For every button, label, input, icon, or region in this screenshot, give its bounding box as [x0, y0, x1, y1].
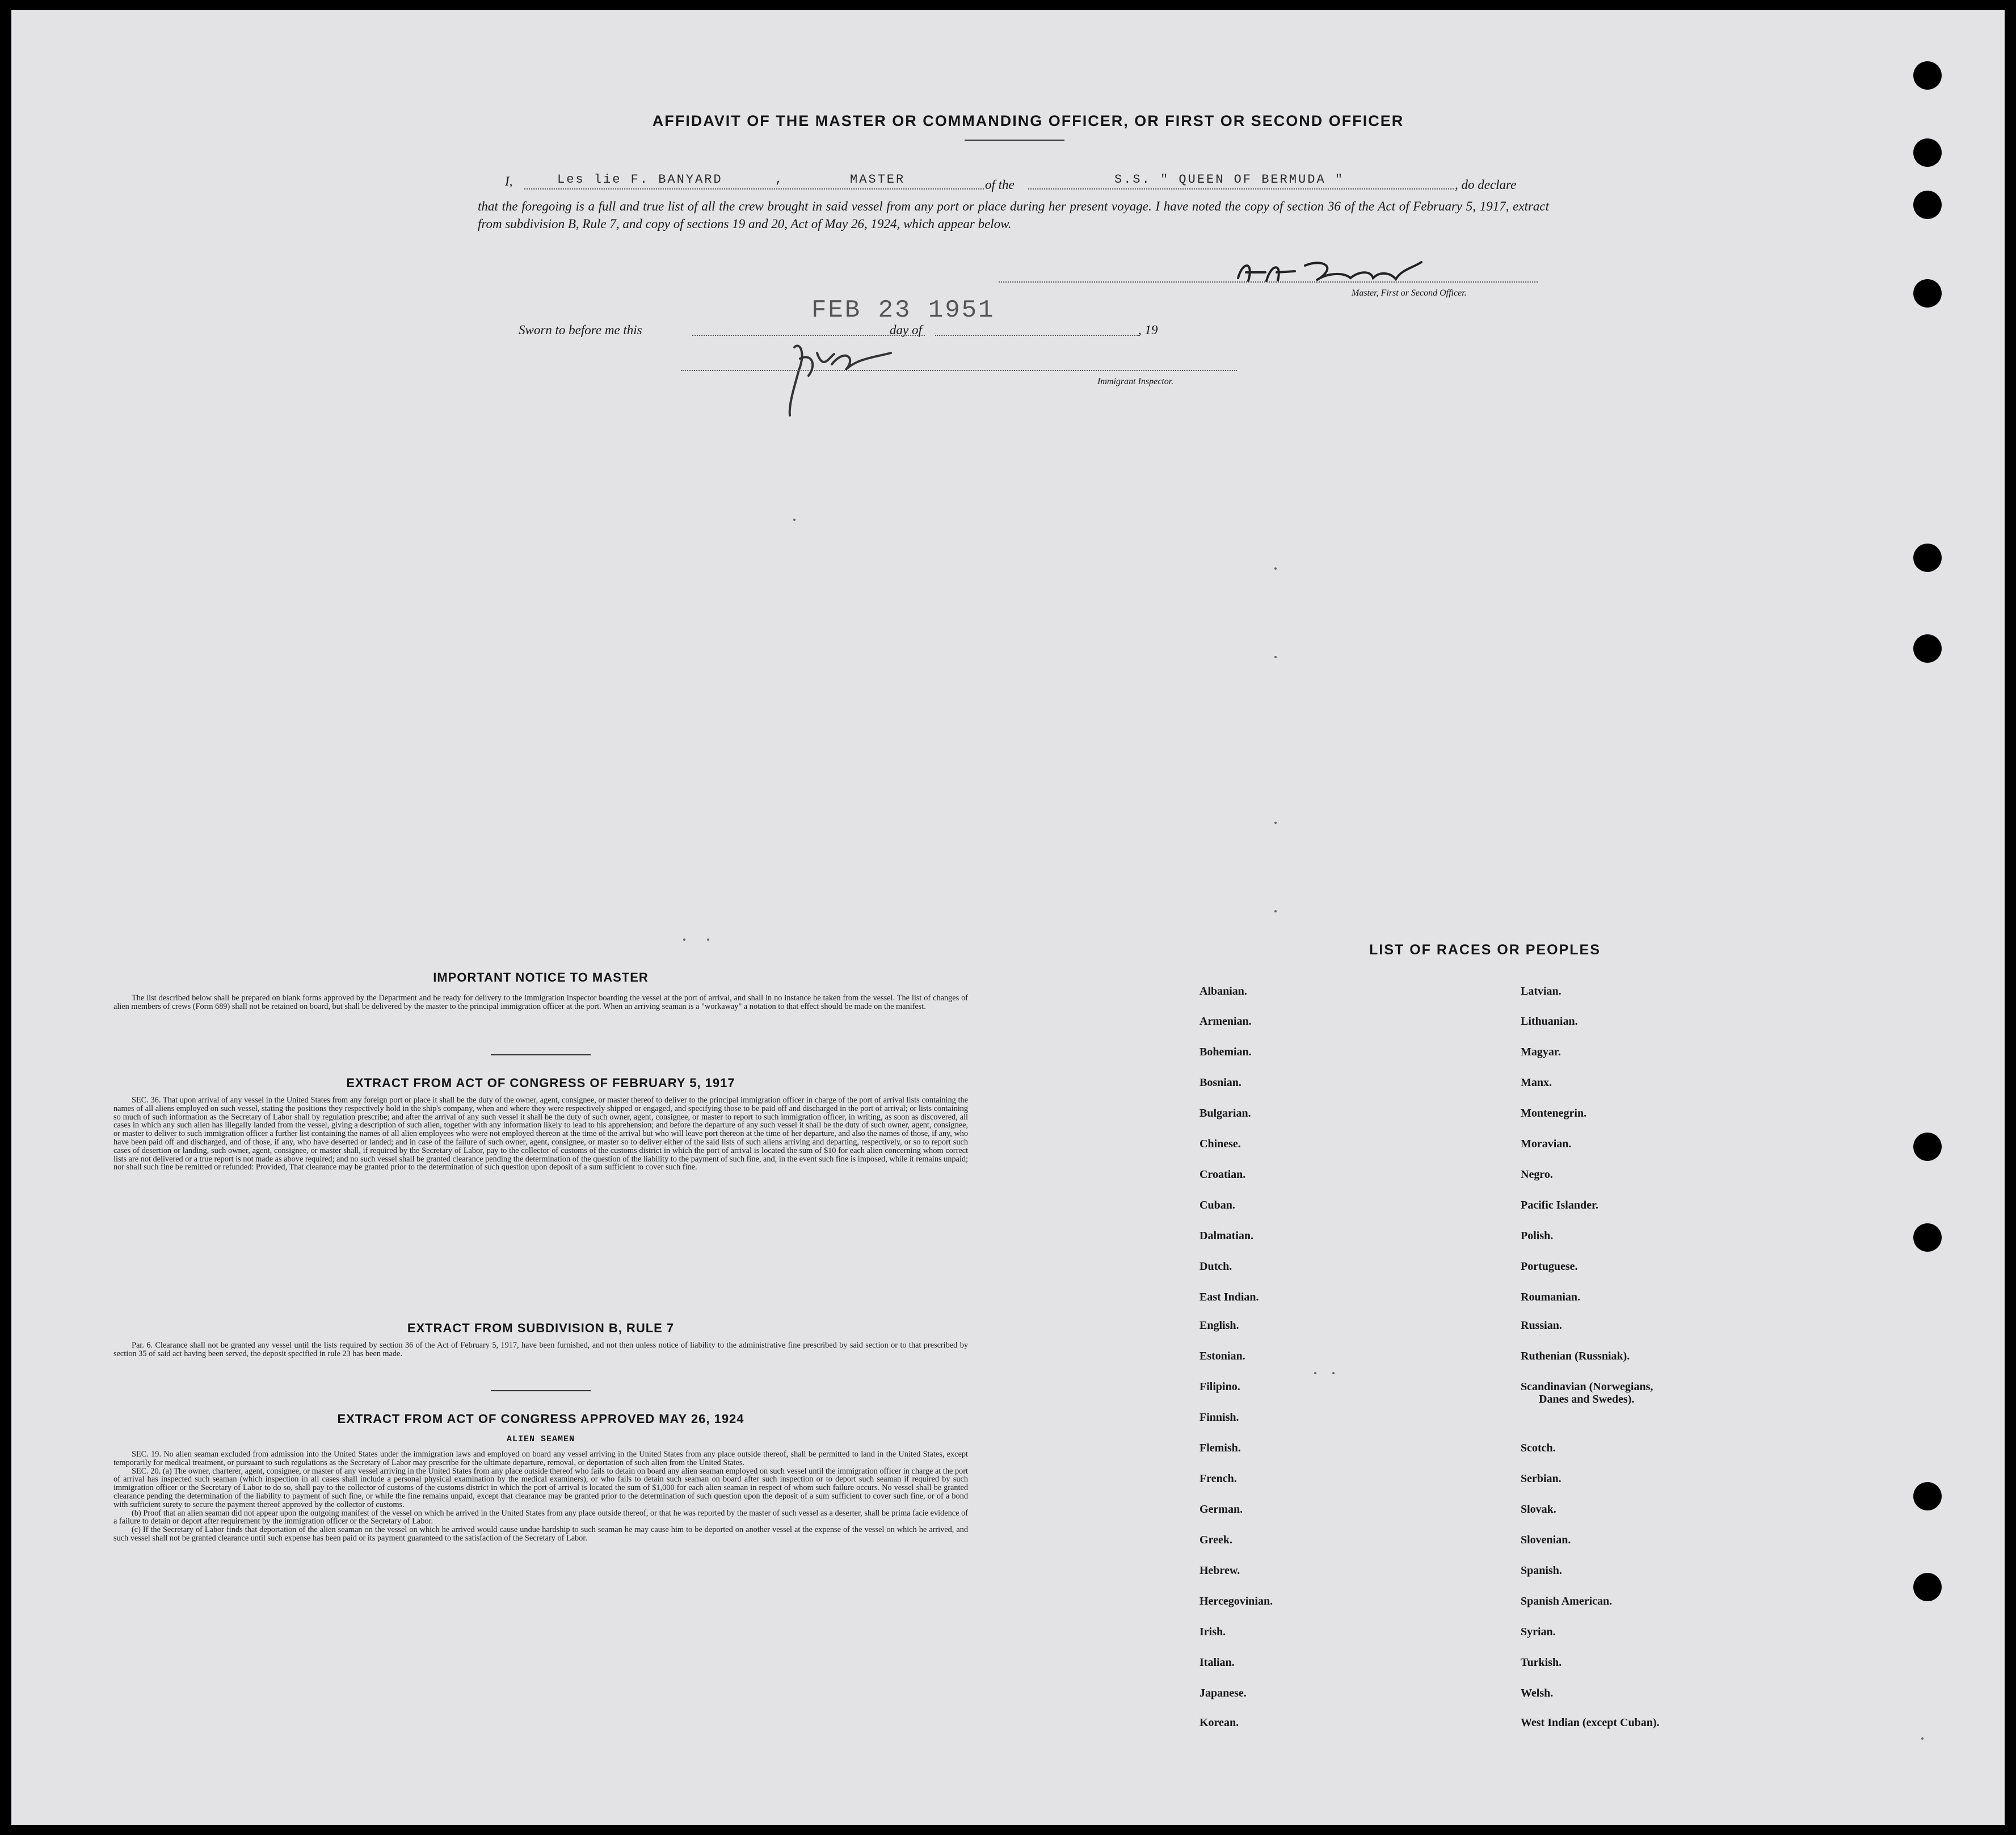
race-item: Welsh.	[1521, 1687, 1554, 1699]
race-item: Russian.	[1521, 1319, 1562, 1332]
notice-text	[113, 994, 968, 1011]
race-item: Slovenian.	[1521, 1534, 1571, 1546]
sec-19-paragraph: SEC. 19. No alien seaman excluded from admission into the United States under the immigration laws and employed on board any vessel arriving in the United States from any place outside thereof, shall be permitted to land in the United States, except temporarily for medical treatment, or pursuant to such regulations as the Secretary of Labor may prescribe for the ultimate departure, removal, or deportation of such alien from the United States.	[113, 1450, 968, 1467]
race-item: Filipino.	[1200, 1381, 1240, 1393]
race-item: Scandinavian (Norwegians,	[1521, 1381, 1653, 1393]
speck	[1274, 822, 1277, 824]
race-item: Bulgarian.	[1200, 1107, 1251, 1119]
date-stamp: FEB 23 1951	[811, 296, 995, 325]
race-item: Hercegovinian.	[1200, 1595, 1273, 1607]
vessel-line	[1028, 188, 1454, 190]
speck	[1332, 1372, 1335, 1374]
speck	[1274, 567, 1277, 570]
punch-hole	[1913, 1223, 1942, 1252]
race-item: Flemish.	[1200, 1442, 1241, 1454]
race-item: Roumanian.	[1521, 1291, 1581, 1303]
comma: ,	[775, 172, 785, 187]
sec-20c-paragraph: (c) If the Secretary of Labor finds that deportation of the alien seaman on the vessel on which he arrived would cause undue hardship to such seaman he may cause him to be deported on another vessel at the expense of the vessel on which he arrived, and such vessel shall not be granted clearance until such expense has been paid or its payment guaranteed to the satisfaction of the Secretary of Labor.	[113, 1525, 968, 1543]
race-item: Lithuanian.	[1521, 1015, 1578, 1028]
extract-1917-heading: EXTRACT FROM ACT OF CONGRESS OF FEBRUARY 5, 1917	[346, 1076, 735, 1090]
i-label: I,	[505, 174, 513, 188]
extract-1917-text	[113, 1096, 968, 1172]
race-item: Montenegrin.	[1521, 1107, 1587, 1119]
sec-20a-paragraph: SEC. 20. (a) The owner, charterer, agent, consignee, or master of any vessel arriving in the United States from any place outside thereof who fails to detain on board any alien seaman employed on such vessel until the immigration officer in charge at the port of arrival has inspected such seaman (which inspection in all cases shall include a personal physical examination by the medical examiners), or who fails to detain such seaman on board after such inspection or to deport such seaman if required by such immigration officer or the Secretary of Labor to do so, shall pay to the collector of customs of the customs district in which the port of arrival is located the sum of $1,000 for each alien seaman in respect of whom such failure occurs. No vessel shall be granted clearance pending the determination of the liability to payment of such fine, or while the fine remains unpaid, except that clearance may be granted prior to the determination of such question upon the deposit of a sum sufficient to cover such fine, or of a bond with sufficient surety to secure the payment thereof approved by the collector of customs.	[113, 1466, 968, 1509]
speck	[793, 519, 796, 521]
race-item: English.	[1200, 1319, 1239, 1332]
race-item: Latvian.	[1521, 985, 1562, 998]
declaration-text: that the foregoing is a full and true list of all the crew brought in said vessel from any port or place during her present voyage. I have noted the copy of section 36 of the Act of February 5, 1917, extract from subdivision B, Rule 7, and copy of sections 19 and 20, Act of May 26, 1924, which appear below.	[478, 199, 1549, 231]
punch-hole	[1913, 544, 1942, 572]
race-item: Croatian.	[1200, 1168, 1246, 1181]
punch-hole	[1913, 1133, 1942, 1161]
race-item: Serbian.	[1521, 1472, 1562, 1485]
race-item: East Indian.	[1200, 1291, 1259, 1303]
race-item: French.	[1200, 1472, 1237, 1485]
punch-hole	[1913, 61, 1942, 90]
speck	[1921, 1737, 1924, 1740]
race-item: Slovak.	[1521, 1503, 1556, 1516]
race-item: Spanish.	[1521, 1564, 1562, 1577]
inspector-label: Immigrant Inspector.	[1097, 377, 1174, 386]
vessel-name: S.S. " QUEEN OF BERMUDA "	[1114, 172, 1345, 187]
race-item: Polish.	[1521, 1230, 1554, 1242]
sworn-label: Sworn to before me this	[519, 323, 642, 337]
race-item: Armenian.	[1200, 1015, 1252, 1028]
speck	[1274, 656, 1277, 658]
race-item: Moravian.	[1521, 1138, 1572, 1150]
race-item: Chinese.	[1200, 1138, 1241, 1150]
month-line	[935, 335, 1139, 336]
race-item: Dutch.	[1200, 1260, 1232, 1273]
race-item: Danes and Swedes).	[1539, 1393, 1635, 1405]
affidavit-title: AFFIDAVIT OF THE MASTER OR COMMANDING OFFICER, OR FIRST OR SECOND OFFICER	[652, 112, 1404, 129]
sec-20b-paragraph: (b) Proof that an alien seaman did not appear upon the outgoing manifest of the vessel on which he arrived in the United States from any place outside thereof, or that he was reported by the master of such vessel as a deserter, shall be prima facie evidence of a failure to detain or deport after requirement by the immigration officer or the Secretary of Labor.	[113, 1508, 968, 1526]
alien-seamen-subheading: ALIEN SEAMEN	[506, 1434, 575, 1444]
race-item: Syrian.	[1521, 1626, 1556, 1638]
punch-hole	[1913, 191, 1942, 219]
speck	[1314, 1372, 1316, 1374]
race-item: German.	[1200, 1503, 1243, 1516]
name-rank-line	[524, 188, 984, 190]
race-item: Portuguese.	[1521, 1260, 1578, 1273]
extract-rule7-text	[113, 1341, 968, 1358]
speck	[1274, 910, 1277, 912]
punch-hole	[1913, 279, 1942, 308]
document-page	[11, 10, 2005, 1825]
race-item: Negro.	[1521, 1168, 1553, 1181]
notice-heading: IMPORTANT NOTICE TO MASTER	[433, 970, 649, 984]
notice-divider	[491, 1054, 591, 1055]
race-item: Greek.	[1200, 1534, 1232, 1546]
race-item: Scotch.	[1521, 1442, 1556, 1454]
inspector-signature	[777, 336, 902, 421]
sec-36-paragraph: SEC. 36. That upon arrival of any vessel in the United States from any foreign port or place it shall be the duty of the owner, agent, consignee, or master thereof to deliver to the principal immigration officer in charge of the port of arrival lists containing the names of all aliens employed on such vessel, stating the positions they respectively hold in the ship's company, when and where they were respectively shipped or engaged, and specifying those to be paid off and discharged in the port of arrival; or lists containing so much of such information as the Secretary of Labor shall by regulation prescribe; and after the arrival of any such vessel it shall be the duty of such owner, agent, consignee, or master to report to such immigration officer, in writing, as soon as discovered, all cases in which any such alien has illegally landed from the vessel, giving a description of such alien, together with any information likely to lead to his apprehension; and before the departure of any such vessel it shall be the duty of such owner, agent, consignee, or master to deliver to such immigration officer a further list containing the names of all alien employees who were not employed thereon at the time of the arrival but who will leave port thereon at the time of her departure, and also the names of those, if any, who have been paid off and discharged, and of those, if any, who have deserted or landed; and in case of the failure of such owner, agent, consignee, or master so to deliver either of the said lists of such aliens arriving and departing, respectively, or so to report such cases of desertion or landing, such owner, agent, consignee, or master shall, if required by the Secretary of Labor, pay to the collector of customs of the customs district in which the port of arrival is located the sum of $10 for each alien concerning whom correct lists are not delivered or a true report is not made as above required; and no such vessel shall be granted clearance pending the determination of the question of the liability to the payment of such fine, and, in the event such fine is imposed, while it remains unpaid; nor shall such fine be remitted or refunded: Provided, That clearance may be granted prior to the determination of such question upon deposit of a sum sufficient to cover such fine.	[113, 1096, 968, 1172]
extract-1924-heading: EXTRACT FROM ACT OF CONGRESS APPROVED MAY 26, 1924	[337, 1412, 744, 1426]
race-item: West Indian (except Cuban).	[1521, 1716, 1660, 1729]
race-item: Hebrew.	[1200, 1564, 1240, 1577]
race-item: Spanish American.	[1521, 1595, 1613, 1607]
day-of-label: day of	[890, 323, 922, 337]
par-6-paragraph: Par. 6. Clearance shall not be granted any vessel until the lists required by section 36 of the Act of February 5, 1917, have been furnished, and not then unless notice of liability to the administrative fine prescribed by said section or to that prescribed by section 35 of said act having been served, the deposit specified in rule 23 has been made.	[113, 1341, 968, 1358]
speck	[707, 938, 709, 941]
race-item: Magyar.	[1521, 1046, 1561, 1058]
speck	[683, 938, 685, 941]
extract-1924-text	[113, 1450, 968, 1543]
race-item: Albanian.	[1200, 985, 1247, 998]
punch-hole	[1913, 1482, 1942, 1510]
race-item: Cuban.	[1200, 1199, 1235, 1211]
race-item: Estonian.	[1200, 1350, 1245, 1362]
title-divider	[965, 140, 1064, 141]
race-item: Japanese.	[1200, 1687, 1247, 1699]
punch-hole	[1913, 138, 1942, 167]
race-item: Korean.	[1200, 1716, 1239, 1729]
signature-label: Master, First or Second Officer.	[1352, 288, 1467, 298]
race-item: Manx.	[1521, 1076, 1552, 1089]
race-item: Turkish.	[1521, 1656, 1562, 1669]
race-item: Irish.	[1200, 1626, 1226, 1638]
punch-hole	[1913, 634, 1942, 663]
rule7-divider	[491, 1390, 591, 1391]
race-item: Bosnian.	[1200, 1076, 1241, 1089]
of-the-label: of the	[985, 178, 1015, 192]
punch-hole	[1913, 1573, 1942, 1601]
race-item: Italian.	[1200, 1656, 1235, 1669]
master-name: Les lie F. BANYARD	[557, 172, 723, 187]
inspector-line	[681, 370, 1237, 371]
race-item: Ruthenian (Russniak).	[1521, 1350, 1630, 1362]
race-item: Dalmatian.	[1200, 1230, 1253, 1242]
race-item: Pacific Islander.	[1521, 1199, 1599, 1211]
races-heading: LIST OF RACES OR PEOPLES	[1369, 942, 1601, 958]
extract-rule7-heading: EXTRACT FROM SUBDIVISION B, RULE 7	[407, 1321, 675, 1335]
notice-paragraph: The list described below shall be prepared on blank forms approved by the Department and be ready for delivery to the immigration inspector boarding the vessel at the port of arrival, and shall in no instance be taken from the vessel. The list of changes of alien members of crews (Form 689) shall not be retained on board, but shall be delivered by the master to the principal immigration officer at the port. When an arriving seaman is a "workaway" a notation to that effect should be made on the manifest.	[113, 994, 968, 1011]
race-item: Finnish.	[1200, 1411, 1239, 1424]
master-rank: MASTER	[850, 172, 906, 187]
race-item: Bohemian.	[1200, 1046, 1252, 1058]
do-declare-label: , do declare	[1455, 178, 1517, 192]
year-prefix: , 19	[1138, 323, 1158, 337]
